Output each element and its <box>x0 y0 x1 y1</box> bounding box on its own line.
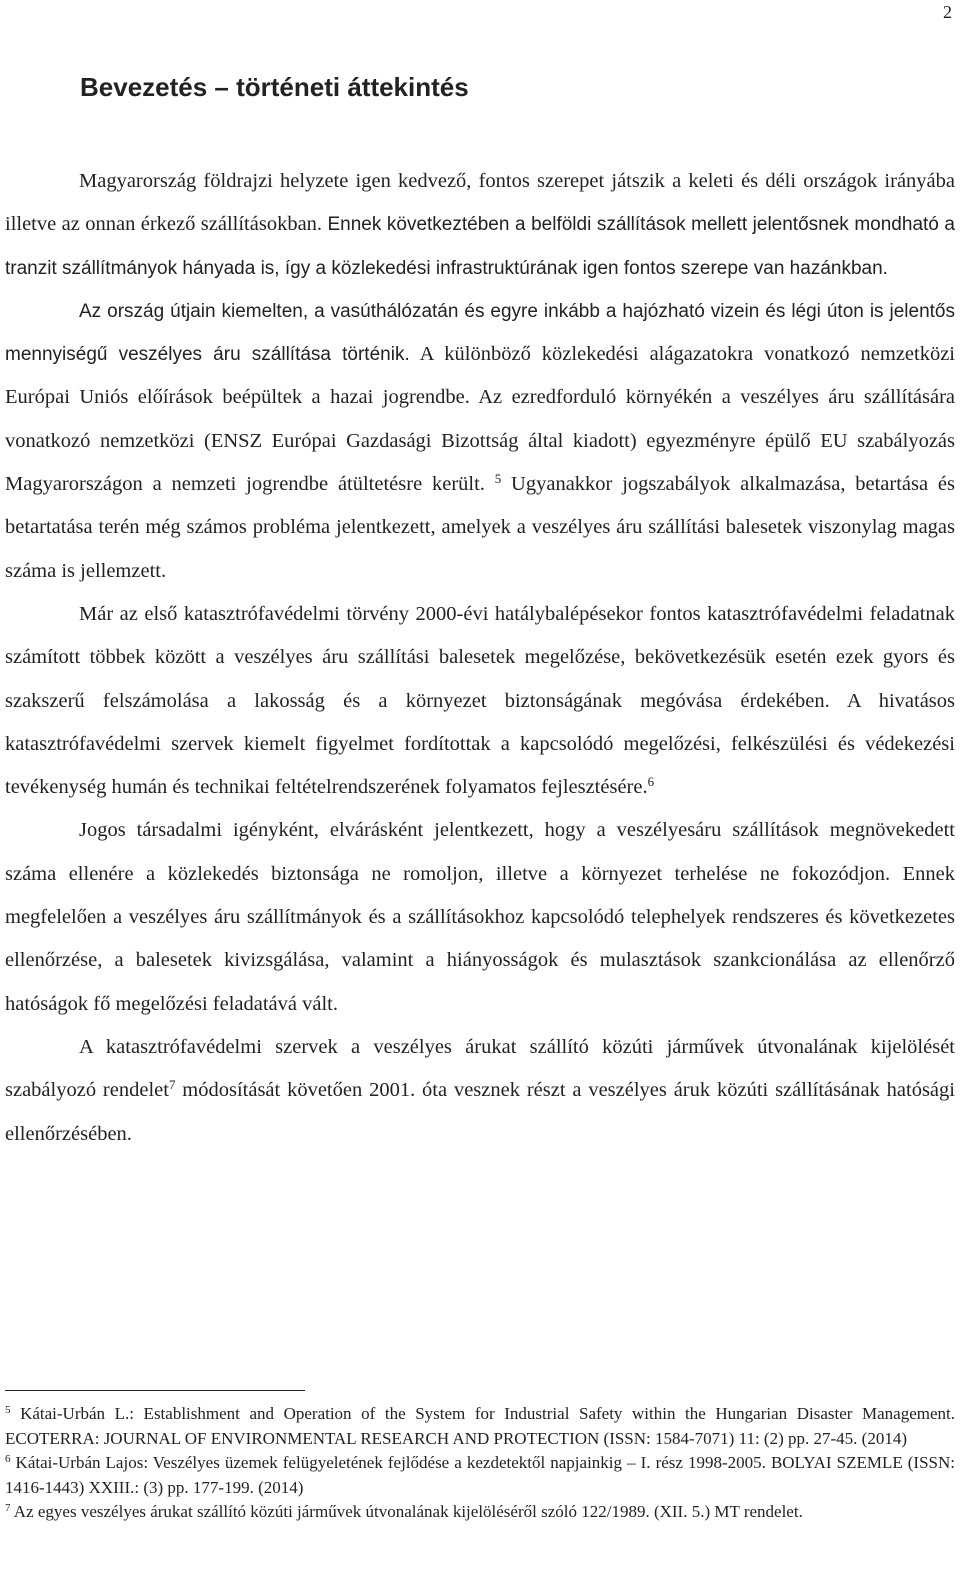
paragraph-1 <box>5 160 955 290</box>
footnote-separator <box>5 1390 305 1391</box>
body-text <box>5 160 955 1156</box>
paragraph-5-text-b: módosítását követően 2001. óta vesznek részt a veszélyes áruk közúti szállításának hatósági ellenőrzésében. <box>5 1079 955 1145</box>
footnote-ref-7: 7 <box>168 1077 176 1093</box>
paragraph-2-text-b: A különböző közlekedési alágazatokra vonatkozó nemzetközi Európai Uniós előírások beépültek a hazai jogrendbe. Az ezredforduló környékén a veszélyes áru szállítására vonatkozó nemzetközi (ENSZ Európai Gazdasági Bizottság által kiadott) egyezményre épülő EU szabályozás Magyarországon a nemzeti jogrendbe átültetésre került. <box>5 343 956 496</box>
paragraph-5 <box>5 1026 955 1156</box>
footnote-5 <box>5 1402 955 1451</box>
footnote-text: Kátai-Urbán Lajos: Veszélyes üzemek felügyeletének fejlődése a kezdetektől napjainkig – I. rész 1998-2005. BOLYAI SZEMLE (ISSN: 1416-1443) XXIII.: (3) pp. 177-199. (2014) <box>5 1453 955 1497</box>
footnote-ref-6: 6 <box>647 774 655 790</box>
paragraph-4-text: Jogos társadalmi igényként, elvárásként jelentkezett, hogy a veszélyesáru szállítások megnövekedett száma ellenére a közlekedés biztonsága ne romoljon, illetve a környezet terhelése ne fokozódjon. Ennek megfelelően a veszélyes áru szállítmányok és a szállításokhoz kapcsolódó telephelyek rendszeres és következetes ellenőrzése, a balesetek kivizsgálása, valamint a hiányosságok és mulasztások szankcionálása az ellenőrző hatóságok fő megelőzési feladatává vált. <box>5 819 955 1015</box>
paragraph-2 <box>5 290 955 593</box>
footnotes <box>5 1402 955 1525</box>
paragraph-1-text-b: Ennek következtében a belföldi szállítások mellett jelentősnek mondható a tranzit szállítmányok hányada is, így a közlekedési infrastruktúrának igen fontos szerepe van hazánkban. <box>5 214 955 279</box>
footnote-6 <box>5 1451 955 1500</box>
page-number: 2 <box>943 2 952 22</box>
paragraph-3 <box>5 593 955 809</box>
paragraph-4 <box>5 809 955 1025</box>
footnote-7 <box>5 1500 955 1525</box>
paragraph-2-text-c: Ugyanakkor jogszabályok alkalmazása, betartása és betartatása terén még számos probléma jelentkezett, amelyek a veszélyes áru szállítási balesetek viszonylag magas száma is jellemzett. <box>5 473 955 582</box>
footnote-ref-5: 5 <box>494 471 502 487</box>
footnote-number: 5 <box>5 1404 11 1416</box>
section-title: Bevezetés – történeti áttekintés <box>80 72 469 102</box>
paragraph-1-text-a: Magyarország földrajzi helyzete igen kedvező, fontos szerepet játszik a keleti és déli országok irányába illetve az onnan érkező szállításokban. <box>5 170 955 236</box>
footnote-number: 6 <box>5 1453 11 1465</box>
paragraph-5-text-a: A katasztrófavédelmi szervek a veszélyes árukat szállító közúti járművek útvonalának kijelölését szabályozó rendelet <box>5 1035 955 1102</box>
paragraph-3-text: Már az első katasztrófavédelmi törvény 2000-évi hatálybalépésekor fontos katasztrófavédelmi feladatnak számított többek között a veszélyes áru szállítási balesetek megelőzése, bekövetkezésük esetén ezek gyors és szakszerű felszámolása a lakosság és a környezet biztonságának megóvása érdekében. A hivatásos katasztrófavédelmi szervek kiemelt figyelmet fordítottak a kapcsolódó megelőzési, felkészülési és védekezési tevékenység humán és technikai feltételrendszerének folyamatos fejlesztésére. <box>5 602 955 799</box>
footnote-number: 7 <box>5 1502 11 1514</box>
paragraph-2-text-a: Az ország útjain kiemelten, a vasúthálózatán és egyre inkább a hajózható vizein és légi úton is jelentős mennyiségű veszélyes áru szállítása történik. <box>5 300 955 366</box>
footnote-text: Az egyes veszélyes árukat szállító közúti járművek útvonalának kijelöléséről szóló 122/1989. (XII. 5.) MT rendelet. <box>10 1502 803 1521</box>
footnote-text: Kátai-Urbán L.: Establishment and Operation of the System for Industrial Safety within the Hungarian Disaster Management. ECOTERRA: JOURNAL OF ENVIRONMENTAL RESEARCH AND PROTECTION (ISSN: 1584-7071) 11: (2) pp. 27-45. (2014) <box>5 1404 955 1448</box>
